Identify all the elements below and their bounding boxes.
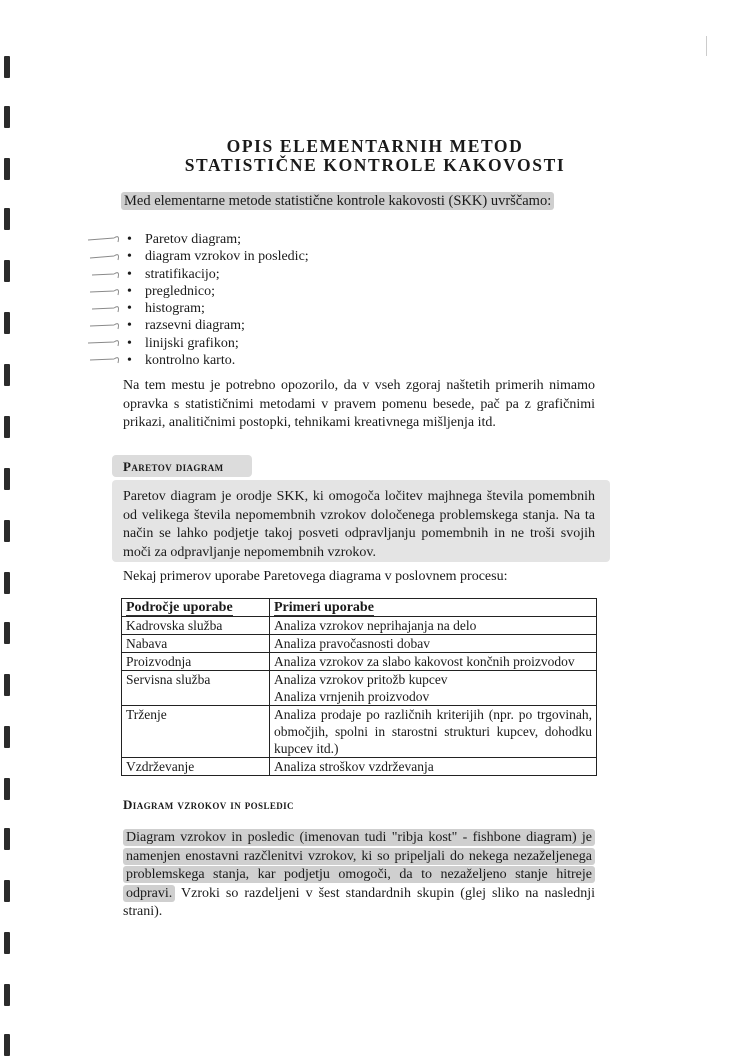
- binder-hole: [4, 984, 10, 1006]
- note-paragraph: Na tem mestu je potrebno opozorilo, da v vseh zgoraj naštetih primerih nimamo opravka s statističnimi metodami v pravem pomenu besede, pač pa z grafičnimi prikazi, analitičnimi postopki, tehnikami kreativnega mišljenja itd.: [123, 378, 595, 430]
- table-row: [122, 617, 597, 635]
- cause-effect-paragraph: [123, 829, 595, 922]
- title-line-2: STATISTIČNE KONTROLE KAKOVOSTI: [184, 155, 566, 175]
- binder-hole: [4, 828, 10, 850]
- binder-hole: [4, 468, 10, 490]
- binder-hole: [4, 260, 10, 282]
- table-header-row: [122, 599, 597, 617]
- intro-highlight: Med elementarne metode statistične kontrole kakovosti (SKK) uvrščamo:: [121, 192, 554, 210]
- cell-example: Analiza pravočasnosti dobav: [270, 635, 597, 653]
- list-item: • preglednico;: [127, 283, 309, 300]
- cell-examples: [270, 671, 597, 706]
- binder-hole: [4, 56, 10, 78]
- intro-text: [121, 193, 554, 210]
- title-line-1: OPIS ELEMENTARNIH METOD: [226, 136, 524, 156]
- column-header-area: Področje uporabe: [122, 599, 270, 617]
- binder-hole: [4, 674, 10, 696]
- cell-area: Kadrovska služba: [122, 617, 270, 635]
- binder-hole: [4, 622, 10, 644]
- table-row: [122, 758, 597, 776]
- pencil-marks: [84, 226, 126, 366]
- methods-list: [127, 231, 309, 369]
- cell-example: Analiza prodaje po različnih kriterijih (npr. po trgovinah, območjih, spolni in starostni strukturi kupcev, dohodku kupcev itd.): [270, 706, 597, 758]
- cell-area: Vzdrževanje: [122, 758, 270, 776]
- cell-example: Analiza vzrokov neprihajanja na delo: [270, 617, 597, 635]
- cell-example: Analiza stroškov vzdrževanja: [270, 758, 597, 776]
- page-title: [0, 137, 750, 175]
- binder-hole: [4, 932, 10, 954]
- list-item: • kontrolno karto.: [127, 352, 309, 369]
- list-item: • diagram vzrokov in posledic;: [127, 248, 309, 265]
- list-item: • Paretov diagram;: [127, 231, 309, 248]
- binder-hole: [4, 520, 10, 542]
- binder-hole: [4, 880, 10, 902]
- cause-effect-heading: Diagram vzrokov in posledic: [123, 797, 294, 812]
- cell-area: Servisna služba: [122, 671, 270, 706]
- table-row: [122, 706, 597, 758]
- binder-hole: [4, 106, 10, 128]
- list-item: • linijski grafikon;: [127, 335, 309, 352]
- cell-example: Analiza vzrokov pritožb kupcev: [274, 672, 448, 687]
- column-header-examples: Primeri uporabe: [270, 599, 597, 617]
- pareto-heading: Paretov diagram: [123, 459, 224, 474]
- cell-example: Analiza vrnjenih proizvodov: [274, 689, 430, 704]
- cause-effect-highlight: Diagram vzrokov in posledic (imenovan tudi "ribja kost" - fishbone diagram) je namenjen enostavni razčlenitvi vzrokov, ki so pripeljali do nekega nezaželjenega problemskega stanja, kar podjetju omogoči, da to nezaželjeno stanje hitreje odpravi.: [123, 829, 595, 902]
- table-row: [122, 653, 597, 671]
- table-row: [122, 635, 597, 653]
- binder-hole: [4, 416, 10, 438]
- list-item: • stratifikacijo;: [127, 266, 309, 283]
- scan-artifact: [706, 36, 715, 56]
- cell-area: Nabava: [122, 635, 270, 653]
- list-item: • razsevni diagram;: [127, 317, 309, 334]
- pareto-paragraph: Paretov diagram je orodje SKK, ki omogoča ločitev majhnega števila pomembnih od velikega števila nepomembnih vzrokov določenega problemskega stanja. Na ta način se lahko podjetje takoj posveti odpravljanju pomembnih in ne troši svojih moči za odpravljanje nepomembnih vzrokov.: [123, 489, 595, 560]
- list-item: • histogram;: [127, 300, 309, 317]
- binder-hole: [4, 1034, 10, 1056]
- table-intro: Nekaj primerov uporabe Paretovega diagrama v poslovnem procesu:: [123, 569, 508, 584]
- binder-hole: [4, 208, 10, 230]
- binder-hole: [4, 364, 10, 386]
- binder-hole: [4, 312, 10, 334]
- table-row: [122, 671, 597, 706]
- binder-hole: [4, 778, 10, 800]
- cell-area: Proizvodnja: [122, 653, 270, 671]
- binder-hole: [4, 726, 10, 748]
- cell-example: Analiza vzrokov za slabo kakovost končnih proizvodov: [270, 653, 597, 671]
- cell-area: Trženje: [122, 706, 270, 758]
- pareto-usage-table: [121, 598, 597, 776]
- cause-effect-plain: Vzroki so razdeljeni v šest standardnih skupin (glej sliko na naslednji strani).: [123, 885, 595, 919]
- binder-hole: [4, 572, 10, 594]
